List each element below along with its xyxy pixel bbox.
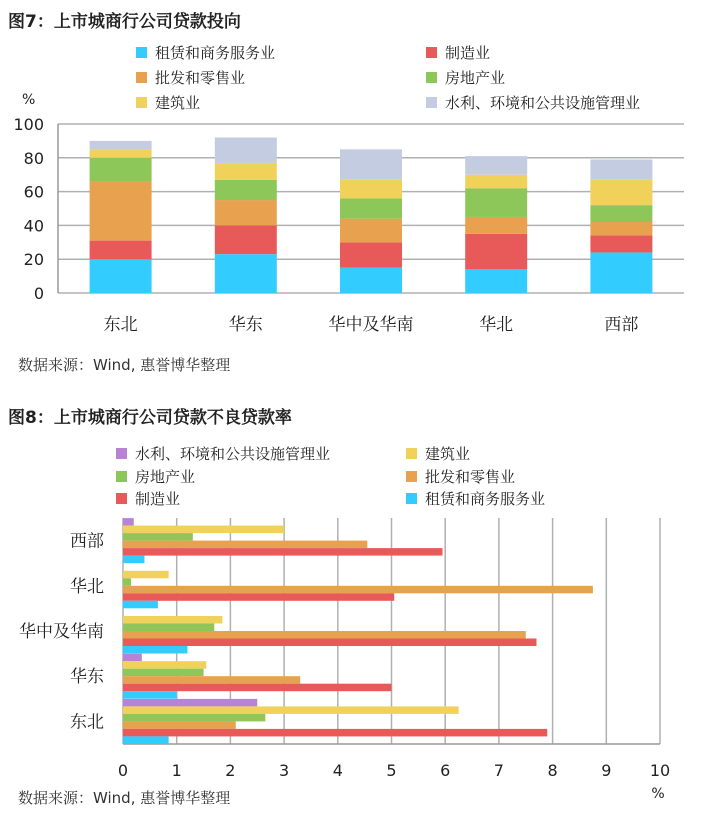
x-tick-label: 10: [649, 761, 671, 780]
figure7-source: 数据来源：Wind, 惠誉博华整理: [18, 356, 231, 374]
x-tick-label: 东北: [103, 315, 138, 335]
legend-label: 房地产业: [445, 69, 506, 87]
bar-series-5: [123, 601, 158, 609]
bar-series-3: [123, 721, 236, 729]
y-axis-unit: %: [22, 92, 36, 108]
x-tick-label: 1: [171, 761, 182, 780]
x-tick-label: 9: [601, 761, 612, 780]
x-tick-label: 8: [547, 761, 558, 780]
x-tick-label: 华北: [479, 315, 514, 335]
y-tick-label: 华中及华南: [19, 622, 104, 642]
y-tick-label: 0: [33, 284, 44, 303]
bar-series-5: [123, 691, 177, 699]
bar-series-2: [123, 624, 214, 632]
y-tick-label: 华北: [70, 576, 104, 597]
legend-label: 水利、环境和公共设施管理业: [135, 445, 331, 463]
y-tick-label: 60: [23, 182, 44, 202]
figure8-title: 图8：上市城商行公司贷款不良贷款率: [8, 408, 292, 428]
bar-series-4: [123, 593, 394, 601]
x-tick-label: 4: [332, 761, 343, 780]
legend-label: 制造业: [445, 44, 491, 62]
bar-series-5: [123, 736, 169, 744]
bar-series-1: [123, 616, 222, 624]
figure7-title: 图7：上市城商行公司贷款投向: [8, 12, 241, 32]
figure8-source: 数据来源：Wind, 惠誉博华整理: [18, 789, 231, 807]
x-tick-label: 华中及华南: [328, 315, 414, 335]
x-axis-unit: %: [651, 786, 665, 802]
bar-series-4: [123, 639, 536, 647]
bar-series-5: [123, 646, 187, 654]
legend-label: 租赁和商务服务业: [155, 44, 276, 62]
legend-label: 建筑业: [155, 94, 201, 112]
bar-series-2: [123, 578, 131, 586]
legend-label: 批发和零售业: [425, 468, 516, 486]
bar-series-1: [123, 661, 206, 669]
legend-label: 制造业: [135, 490, 181, 508]
legend-label: 批发和零售业: [155, 69, 246, 87]
x-tick-label: 3: [279, 761, 290, 780]
bar-series-0: [123, 699, 257, 707]
x-tick-label: 5: [386, 761, 397, 780]
bar-series-5: [123, 556, 144, 564]
bar-series-0: [123, 654, 142, 662]
y-tick-label: 华东: [70, 667, 104, 688]
bar-series-2: [123, 669, 204, 677]
y-tick-label: 40: [23, 216, 44, 236]
bar-series-1: [123, 571, 169, 579]
bar-series-4: [123, 729, 547, 737]
bar-series-1: [123, 706, 459, 714]
legend-label: 房地产业: [135, 468, 196, 486]
bar-series-4: [123, 684, 392, 692]
bar-series-2: [123, 533, 193, 541]
x-tick-label: 华东: [228, 315, 263, 335]
x-tick-label: 6: [440, 761, 451, 780]
y-tick-label: 80: [23, 148, 44, 168]
x-tick-label: 7: [493, 761, 504, 780]
bar-series-2: [123, 714, 265, 722]
legend-label: 建筑业: [425, 445, 471, 463]
y-tick-label: 东北: [70, 712, 104, 733]
bar-series-3: [123, 676, 300, 684]
bar-series-3: [123, 541, 367, 549]
y-tick-label: 100: [13, 115, 44, 134]
x-tick-label: 2: [225, 761, 236, 780]
bar-series-4: [123, 548, 443, 556]
legend-label: 租赁和商务服务业: [425, 490, 546, 508]
bar-series-3: [123, 586, 593, 594]
x-tick-label: 0: [117, 761, 129, 780]
bar-series-0: [123, 518, 134, 526]
x-tick-label: 西部: [604, 315, 639, 335]
bar-series-3: [123, 631, 526, 639]
legend-label: 水利、环境和公共设施管理业: [445, 94, 641, 112]
y-tick-label: 西部: [70, 531, 104, 552]
bar-series-1: [123, 526, 284, 534]
y-tick-label: 20: [23, 250, 44, 270]
